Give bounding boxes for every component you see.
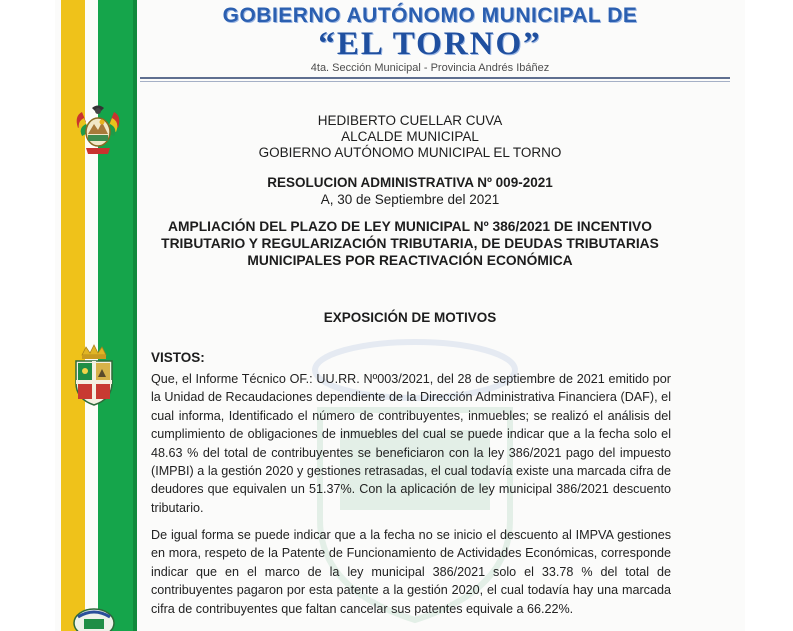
resolution-number: RESOLUCION ADMINISTRATIVA Nº 009-2021 [267, 175, 553, 190]
subject-line-2: TRIBUTARIO Y REGULARIZACIÓN TRIBUTARIA, DE DEUDAS TRIBUTARIAS [161, 236, 659, 251]
section-heading: EXPOSICIÓN DE MOTIVOS [323, 310, 497, 325]
authority-institution: GOBIERNO AUTÓNOMO MUNICIPAL EL TORNO [258, 145, 562, 160]
flag-stripe-green-edge [133, 0, 137, 631]
subject-line-1: AMPLIACIÓN DEL PLAZO DE LEY MUNICIPAL Nº 386/2021 DE INCENTIVO [168, 219, 652, 234]
body-paragraph-1: Que, el Informe Técnico OF.: UU.RR. Nº003/2021, del 28 de septiembre de 2021 emitido por la Unidad de Recaudaciones dependiente de la Dirección Administrativa Financiera (DAF), el cual informa, Identificado el número de contribuyentes, inmuebles; se realizó el análisis del cumplimiento de obligaciones de inmuebles del cual se puede indicar que a la fecha solo el 48.63 % del total de contribuyentes se beneficiaron con la ley 386/2021 pago del impuesto (IMPBI) a la gestión 2020 y gestiones retrasadas, el cual todavía existe una marcada cifra de deudores que equivalen un 51.37%. Con la aplicación de ley municipal 386/2021 descuento tributario. [151, 372, 671, 515]
letterhead-divider-thin [140, 81, 730, 82]
flag-stripe-green [98, 0, 133, 631]
coat-of-arms-icon [72, 102, 124, 158]
flag-stripe-white [85, 0, 98, 631]
letterhead-municipality-name: “EL TORNO” [318, 26, 542, 62]
letterhead-subtitle: 4ta. Sección Municipal - Provincia Andrés Ibáñez [310, 62, 550, 74]
authority-person: HEDIBERTO CUELLAR CUVA [317, 113, 503, 128]
subject-line-3: MUNICIPALES POR REACTIVACIÓN ECONÓMICA [247, 253, 573, 268]
resolution-date: A, 30 de Septiembre del 2021 [320, 192, 500, 207]
letterhead-title: GOBIERNO AUTÓNOMO MUNICIPAL DE [222, 4, 638, 27]
authority-position: ALCALDE MUNICIPAL [341, 129, 479, 144]
letterhead-divider [140, 77, 730, 79]
vistos-heading: VISTOS: [151, 350, 205, 365]
flag-stripe-yellow [61, 0, 85, 631]
body-paragraph-2: De igual forma se puede indicar que a la fecha no se inicio el descuento al IMPVA gestiones en mora, respeto de la Patente de Funcionamiento de Actividades Económicas, corresponde indicar que en el marco de la ley municipal 386/2021 solo el 33.78 % del total de contribuyentes pagaron por esta patente a la gestión 2020, el cual todavía hay una marcada cifra de contribuyentes que faltan cancelar sus patentes equivale a 66.22%. [151, 528, 671, 616]
municipal-emblem-icon [72, 601, 116, 631]
municipal-shield-icon [72, 343, 116, 409]
